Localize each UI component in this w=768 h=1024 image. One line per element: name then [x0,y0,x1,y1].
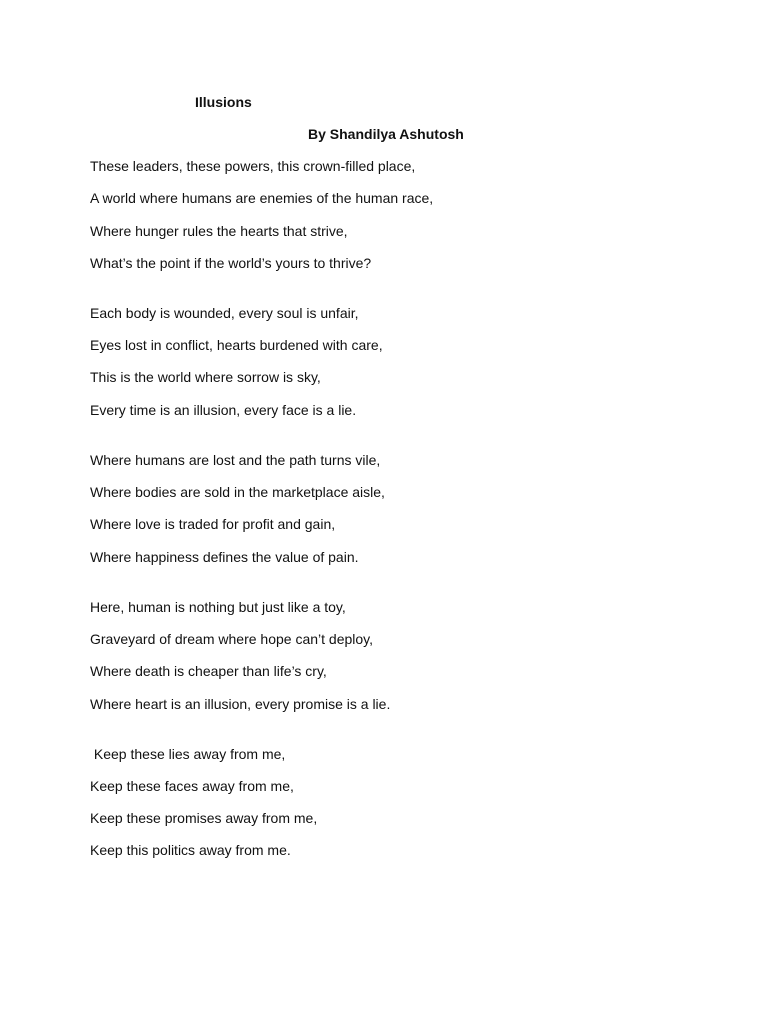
poem-line: What’s the point if the world’s yours to thrive? [90,254,372,271]
poem-line: Keep these promises away from me, [90,810,318,827]
stanza-3 [90,451,690,566]
poem-line: These leaders, these powers, this crown-filled place, [90,158,416,174]
poem-line: Here, human is nothing but just like a toy, [90,598,346,615]
poem-line: Where death is cheaper than life’s cry, [90,663,327,680]
poem-line: Where happiness defines the value of pain. [90,548,359,565]
poem-line: A world where humans are enemies of the human race, [90,190,434,207]
poem-line: Every time is an illusion, every face is a lie. [90,401,357,418]
poem-line: Where bodies are sold in the marketplace aisle, [90,484,385,501]
poem-line: Each body is wounded, every soul is unfair, [90,304,359,321]
poem-line: Keep these faces away from me, [90,777,294,794]
poem-line: Keep this politics away from me. [90,842,291,859]
poem-title: Illusions [195,94,252,110]
stanza-2 [90,304,690,419]
poem-line: Where hunger rules the hearts that strive, [90,222,348,239]
poem-line: Where humans are lost and the path turns vile, [90,451,381,468]
stanza-5 [90,745,690,860]
poem-line: This is the world where sorrow is sky, [90,369,321,386]
poem-line: Graveyard of dream where hope can’t deploy, [90,630,374,647]
stanza-1 [90,157,690,272]
poem-body [90,157,690,891]
poem-line: Eyes lost in conflict, hearts burdened with care, [90,337,383,354]
poem-author: By Shandilya Ashutosh [308,126,464,142]
poem-line: Where heart is an illusion, every promise is a lie. [90,695,391,712]
stanza-4 [90,598,690,713]
poem-line: Keep these lies away from me, [90,745,286,762]
poem-line: Where love is traded for profit and gain, [90,516,336,533]
